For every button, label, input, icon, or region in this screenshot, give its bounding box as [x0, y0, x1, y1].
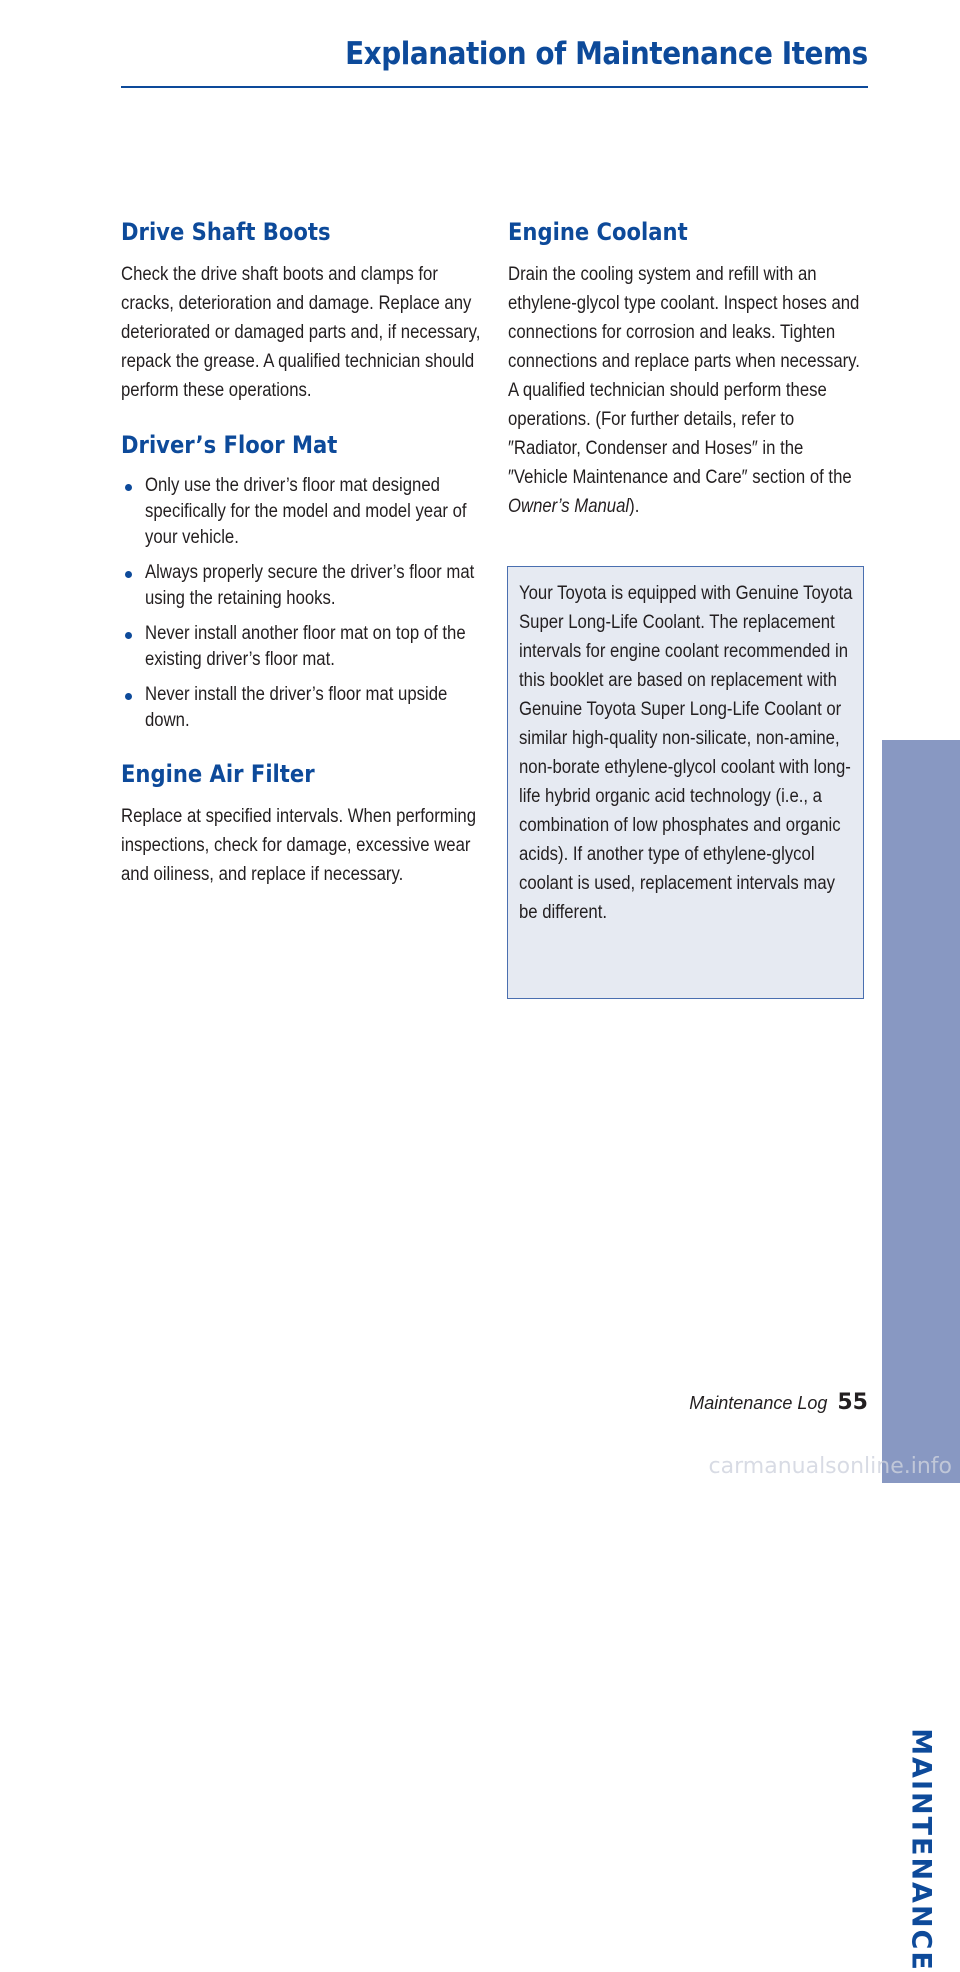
bullet-icon: [125, 632, 132, 639]
left-column: [121, 212, 481, 909]
title-divider: [121, 86, 868, 88]
section-body: Check the drive shaft boots and clamps for cracks, deterioration and damage. Replace any deteriorated or damaged parts and, if necessary, repack the grease. A qualified technician should perform these operations.: [121, 264, 481, 401]
list-item: [121, 560, 481, 612]
bullet-icon: [125, 484, 132, 491]
section-heading: Driver’s Floor Mat: [121, 431, 338, 459]
section-heading: Engine Air Filter: [121, 760, 315, 788]
section-side-tab: [882, 740, 960, 1972]
footer-label: Maintenance Log: [689, 1393, 828, 1413]
note-text: Your Toyota is equipped with Genuine Toyota Super Long-Life Coolant. The replacement intervals for engine coolant recommended in this booklet are based on replacement with Genuine Toyota Super Long-Life Coolant or similar high-quality non-silicate, non-amine, non-borate ethylene-glycol coolant with long-life hybrid organic acid technology (i.e., a combination of low phosphates and organic acids). If another type of ethylene-glycol coolant is used, replacement intervals may be different.: [519, 583, 853, 923]
list-item-text: Never install another floor mat on top of the existing driver’s floor mat.: [145, 623, 466, 670]
bullet-icon: [125, 693, 132, 700]
bullet-list: [121, 473, 481, 734]
list-item-text: Always properly secure the driver’s floor mat using the retaining hooks.: [145, 562, 475, 609]
section-engine-air-filter: [121, 754, 481, 889]
page-footer: [689, 1390, 868, 1415]
owners-manual-reference: Owner’s Manual: [508, 496, 630, 517]
section-heading: Engine Coolant: [508, 218, 688, 246]
section-body-closing: ).: [629, 496, 640, 517]
list-item: [121, 621, 481, 673]
right-column: [508, 212, 866, 541]
watermark: carmanualsonline.info: [708, 1454, 952, 1479]
coolant-note-box: [507, 566, 864, 999]
list-item-text: Only use the driver’s floor mat designed specifically for the model and model year of your vehicle.: [145, 475, 467, 548]
section-body: Replace at specified intervals. When performing inspections, check for damage, excessive wear and oiliness, and replace if necessary.: [121, 806, 477, 885]
section-drive-shaft-boots: [121, 212, 481, 405]
section-engine-coolant: [508, 212, 866, 521]
list-item: [121, 682, 481, 734]
section-body: [508, 260, 864, 521]
section-body-main: Drain the cooling system and refill with an ethylene-glycol type coolant. Inspect hoses and connections for corrosion and leaks. Tighten connections and replace parts when necessary. A qualified technician should perform these operations. (For further details, refer to ″Radiator, Condenser and Hoses″ in the ″Vehicle Maintenance and Care″ section of the: [508, 264, 860, 488]
bullet-icon: [125, 571, 132, 578]
section-drivers-floor-mat: [121, 425, 481, 734]
page-title: Explanation of Maintenance Items: [345, 36, 868, 72]
list-item-text: Never install the driver’s floor mat upside down.: [145, 684, 448, 731]
side-tab-label: MAINTENANCE: [905, 1728, 937, 1972]
section-heading: Drive Shaft Boots: [121, 218, 331, 246]
page-number: 55: [837, 1390, 868, 1415]
list-item: [121, 473, 481, 551]
